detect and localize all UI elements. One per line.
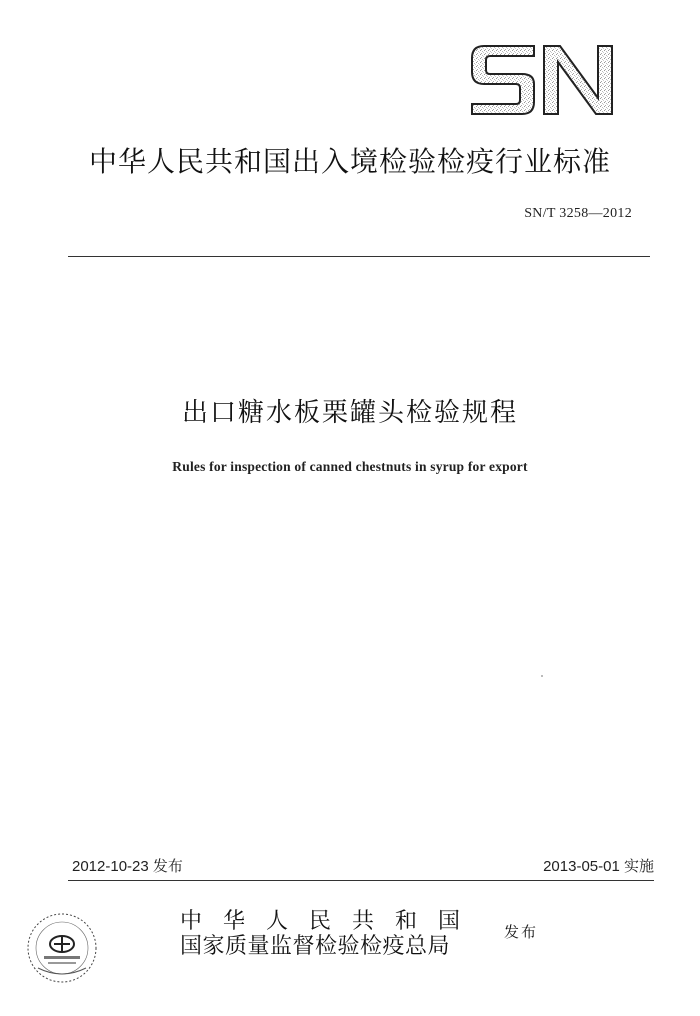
top-divider bbox=[68, 256, 650, 257]
standard-code: SN/T 3258—2012 bbox=[524, 206, 632, 221]
distributor-stamp bbox=[24, 910, 100, 986]
issuing-authority bbox=[180, 910, 481, 960]
scan-speck bbox=[541, 675, 543, 677]
bottom-divider bbox=[68, 880, 654, 881]
document-title-english: Rules for inspection of canned chestnuts in syrup for export bbox=[172, 459, 528, 474]
issuing-sector-title: 中华人民共和国出入境检验检疫行业标准 bbox=[88, 145, 611, 178]
issued-label: 发布 bbox=[504, 923, 539, 941]
effective-date: 2013-05-01 实施 bbox=[543, 858, 654, 875]
sn-logo bbox=[468, 42, 616, 118]
issuer-agency: 国家质量监督检验检疫总局 bbox=[180, 934, 451, 959]
issuer-country: 中华人民共和国 bbox=[180, 909, 482, 934]
issue-date: 2012-10-23 发布 bbox=[72, 858, 183, 875]
document-title-chinese: 出口糖水板栗罐头检验规程 bbox=[181, 398, 518, 428]
